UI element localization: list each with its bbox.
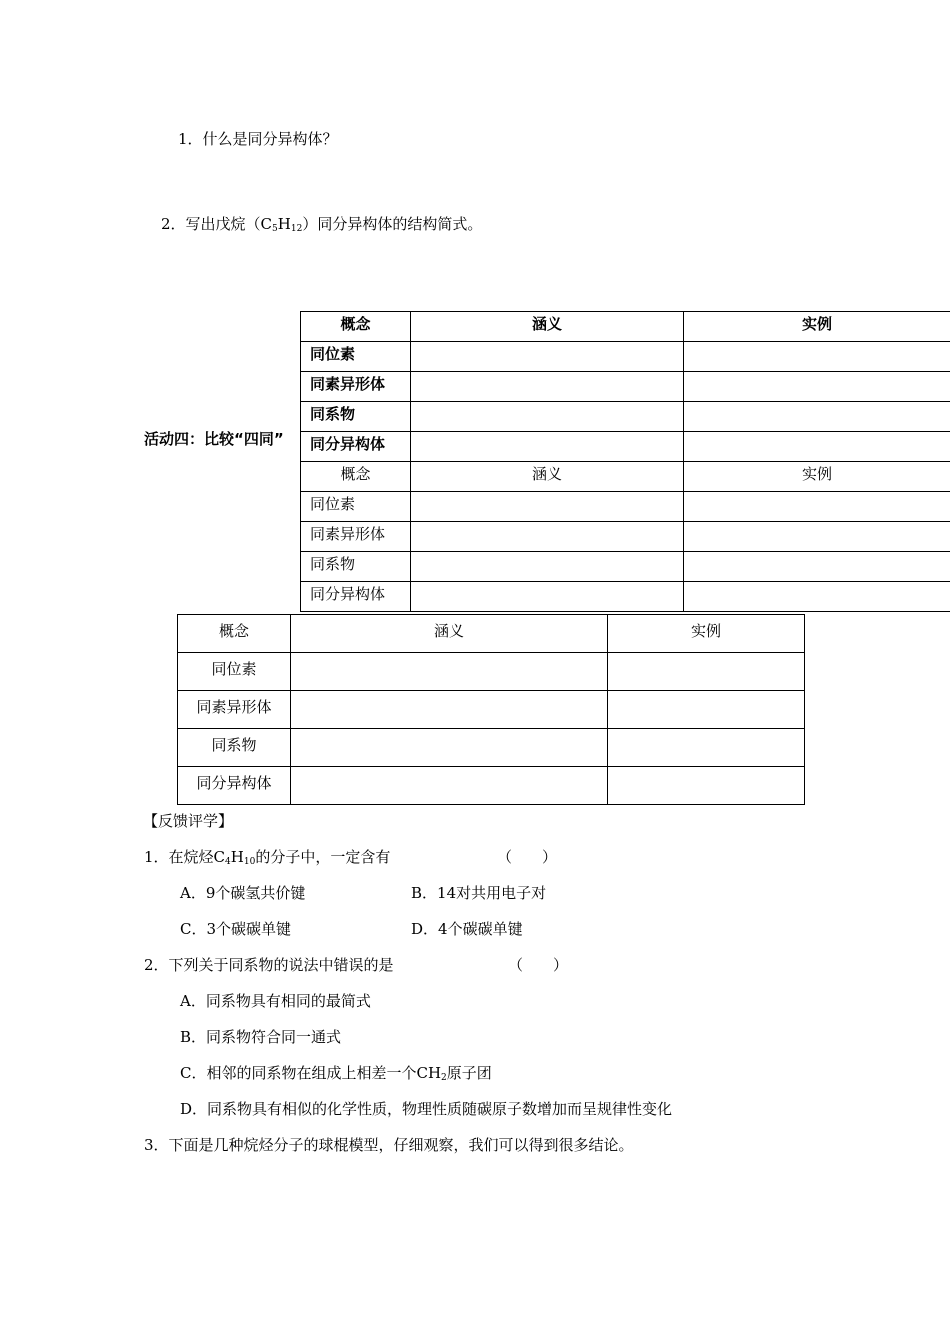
meaning-cell[interactable]: [411, 372, 684, 402]
option-c: C．3个碳碳单键: [180, 920, 292, 938]
feedback-question-2: 2．下列关于同系物的说法中错误的是: [144, 956, 394, 974]
option-c: C．相邻的同系物在组成上相差一个$CH_2$原子团: [180, 1064, 492, 1083]
meaning-cell[interactable]: [291, 767, 608, 805]
header-concept: 概念: [301, 312, 411, 342]
feedback-question-3: 3．下面是几种烷烃分子的球棍模型，仔细观察，我们可以得到很多结论。: [144, 1136, 634, 1154]
table-header-row: [301, 462, 950, 492]
example-cell[interactable]: [608, 691, 805, 729]
table-row: [178, 767, 805, 805]
answer-paren: （ ）: [508, 956, 569, 974]
meaning-cell[interactable]: [291, 729, 608, 767]
meaning-cell[interactable]: [411, 432, 684, 462]
example-cell[interactable]: [684, 492, 950, 522]
option-a: A．同系物具有相同的最简式: [180, 992, 371, 1010]
row-label: 同分异构体: [301, 432, 411, 462]
option-a: A．9个碳氢共价键: [180, 884, 306, 902]
row-label: 同系物: [178, 729, 291, 767]
row-label: 同素异形体: [178, 691, 291, 729]
table-row: [178, 653, 805, 691]
table-header-row: [178, 615, 805, 653]
question-1: 1．什么是同分异构体？: [178, 130, 338, 148]
table-row: [301, 492, 950, 522]
row-label: 同分异构体: [301, 582, 411, 612]
table-row: [301, 402, 950, 432]
example-cell[interactable]: [608, 767, 805, 805]
example-cell[interactable]: [684, 432, 950, 462]
example-cell[interactable]: [684, 402, 950, 432]
example-cell[interactable]: [608, 729, 805, 767]
table-row: [301, 372, 950, 402]
table-row: [301, 522, 950, 552]
option-b: B．14对共用电子对: [411, 884, 547, 902]
table-row: [301, 432, 950, 462]
option-d: D．同系物具有相似的化学性质，物理性质随碳原子数增加而呈规律性变化: [180, 1100, 673, 1118]
table-header-row: [301, 312, 950, 342]
meaning-cell[interactable]: [411, 402, 684, 432]
header-concept: 概念: [301, 462, 411, 492]
comparison-table-lower: [177, 614, 805, 805]
row-label: 同系物: [301, 552, 411, 582]
row-label: 同系物: [301, 402, 411, 432]
feedback-question-1: 1．在烷烃$C_4H_{10}$的分子中，一定含有: [144, 848, 391, 867]
table-row: [301, 582, 950, 612]
meaning-cell[interactable]: [291, 653, 608, 691]
option-d: D．4个碳碳单键: [411, 920, 523, 938]
meaning-cell[interactable]: [291, 691, 608, 729]
row-label: 同位素: [301, 492, 411, 522]
example-cell[interactable]: [608, 653, 805, 691]
meaning-cell[interactable]: [411, 492, 684, 522]
header-concept: 概念: [178, 615, 291, 653]
row-label: 同素异形体: [301, 372, 411, 402]
header-example: 实例: [608, 615, 805, 653]
comparison-table-upper: [300, 311, 950, 612]
row-label: 同素异形体: [301, 522, 411, 552]
header-meaning: 涵义: [411, 312, 684, 342]
row-label: 同分异构体: [178, 767, 291, 805]
feedback-heading: 【反馈评学】: [143, 812, 234, 830]
header-example: 实例: [684, 462, 950, 492]
answer-paren: （ ）: [497, 848, 558, 866]
row-label: 同位素: [301, 342, 411, 372]
meaning-cell[interactable]: [411, 552, 684, 582]
example-cell[interactable]: [684, 372, 950, 402]
option-b: B．同系物符合同一通式: [180, 1028, 342, 1046]
example-cell[interactable]: [684, 522, 950, 552]
activity-4-title: 活动四：比较“四同”: [144, 430, 284, 448]
header-meaning: 涵义: [291, 615, 608, 653]
example-cell[interactable]: [684, 552, 950, 582]
meaning-cell[interactable]: [411, 342, 684, 372]
example-cell[interactable]: [684, 582, 950, 612]
meaning-cell[interactable]: [411, 522, 684, 552]
table-row: [178, 729, 805, 767]
row-label: 同位素: [178, 653, 291, 691]
meaning-cell[interactable]: [411, 582, 684, 612]
table-row: [301, 552, 950, 582]
header-example: 实例: [684, 312, 950, 342]
example-cell[interactable]: [684, 342, 950, 372]
question-2: 2．写出戊烷$(C_5H_{12})$同分异构体的结构简式。: [161, 215, 483, 234]
table-row: [301, 342, 950, 372]
table-row: [178, 691, 805, 729]
header-meaning: 涵义: [411, 462, 684, 492]
